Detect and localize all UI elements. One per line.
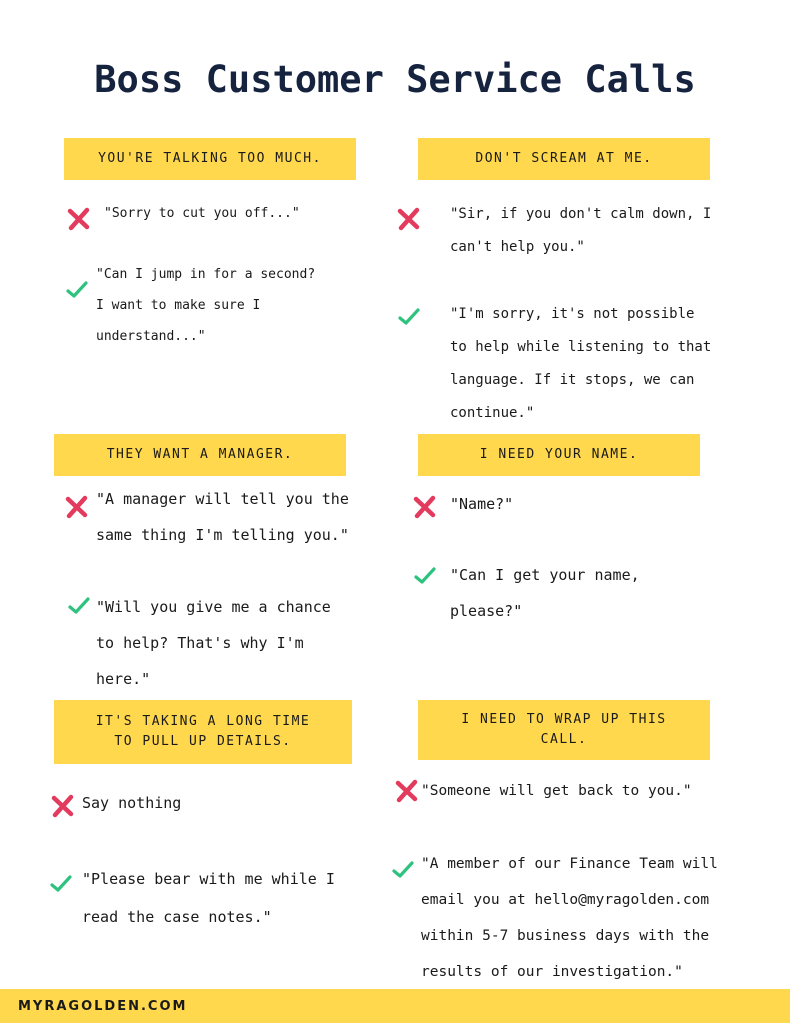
response-line: "Can I jump in for a second? [96,267,316,282]
check-icon [48,870,74,896]
response-line: I want to make sure I [96,298,261,313]
right-response [450,298,711,430]
heading-line: CALL. [540,732,588,747]
section-heading: YOU'RE TALKING TOO MUCH. [64,138,356,180]
x-icon [412,494,438,520]
right-response [421,846,718,990]
response-line: to help while listening to that [450,339,712,355]
response-line: "Sir, if you don't calm down, I [450,206,712,222]
x-icon [396,206,422,232]
heading-line: TO PULL UP DETAILS. [114,734,292,749]
response-line: same thing I'm telling you." [96,526,349,544]
page-title: Boss Customer Service Calls [94,58,696,101]
wrong-response [96,481,349,553]
wrong-response [450,198,711,264]
check-icon [390,856,416,882]
response-line: "Will you give me a chance [96,598,331,616]
section-heading: I NEED YOUR NAME. [418,434,700,476]
response-line: can't help you." [450,239,585,255]
wrong-response: Say nothing [82,794,182,812]
section-heading: THEY WANT A MANAGER. [54,434,346,476]
heading-line: IT'S TAKING A LONG TIME [95,714,311,729]
right-response [96,259,315,352]
check-icon [64,276,90,302]
x-icon [66,206,92,232]
wrong-response: "Sorry to cut you off..." [104,206,300,221]
heading-line: I NEED TO WRAP UP THIS [461,712,667,727]
section-heading: DON'T SCREAM AT ME. [418,138,710,180]
response-line: understand..." [96,329,206,344]
response-line: results of our investigation." [421,964,683,980]
wrong-response: "Name?" [450,495,514,513]
footer-website: MYRAGOLDEN.COM [18,999,188,1014]
response-line: to help? That's why I'm [96,634,304,652]
section-heading [418,700,710,760]
response-line: within 5-7 business days with the [421,928,710,944]
x-icon [50,793,76,819]
x-icon [394,778,420,804]
right-response [96,589,331,697]
response-line: "Can I get your name, [450,566,640,584]
right-response [450,557,640,629]
wrong-response: "Someone will get back to you." [421,783,692,799]
response-line: continue." [450,405,535,421]
response-line: email you at hello@myragolden.com [421,892,710,908]
check-icon [412,562,438,588]
response-line: "A member of our Finance Team will [421,856,718,872]
response-line: "I'm sorry, it's not possible [450,306,695,322]
section-heading [54,700,352,764]
response-line: language. If it stops, we can [450,372,695,388]
response-line: here." [96,670,151,688]
check-icon [66,592,92,618]
response-line: please?" [450,602,523,620]
x-icon [64,494,90,520]
check-icon [396,303,422,329]
footer-bar [0,989,790,1023]
response-line: "A manager will tell you the [96,490,349,508]
response-line: read the case notes." [82,908,272,926]
right-response [82,860,335,936]
response-line: "Please bear with me while I [82,870,335,888]
